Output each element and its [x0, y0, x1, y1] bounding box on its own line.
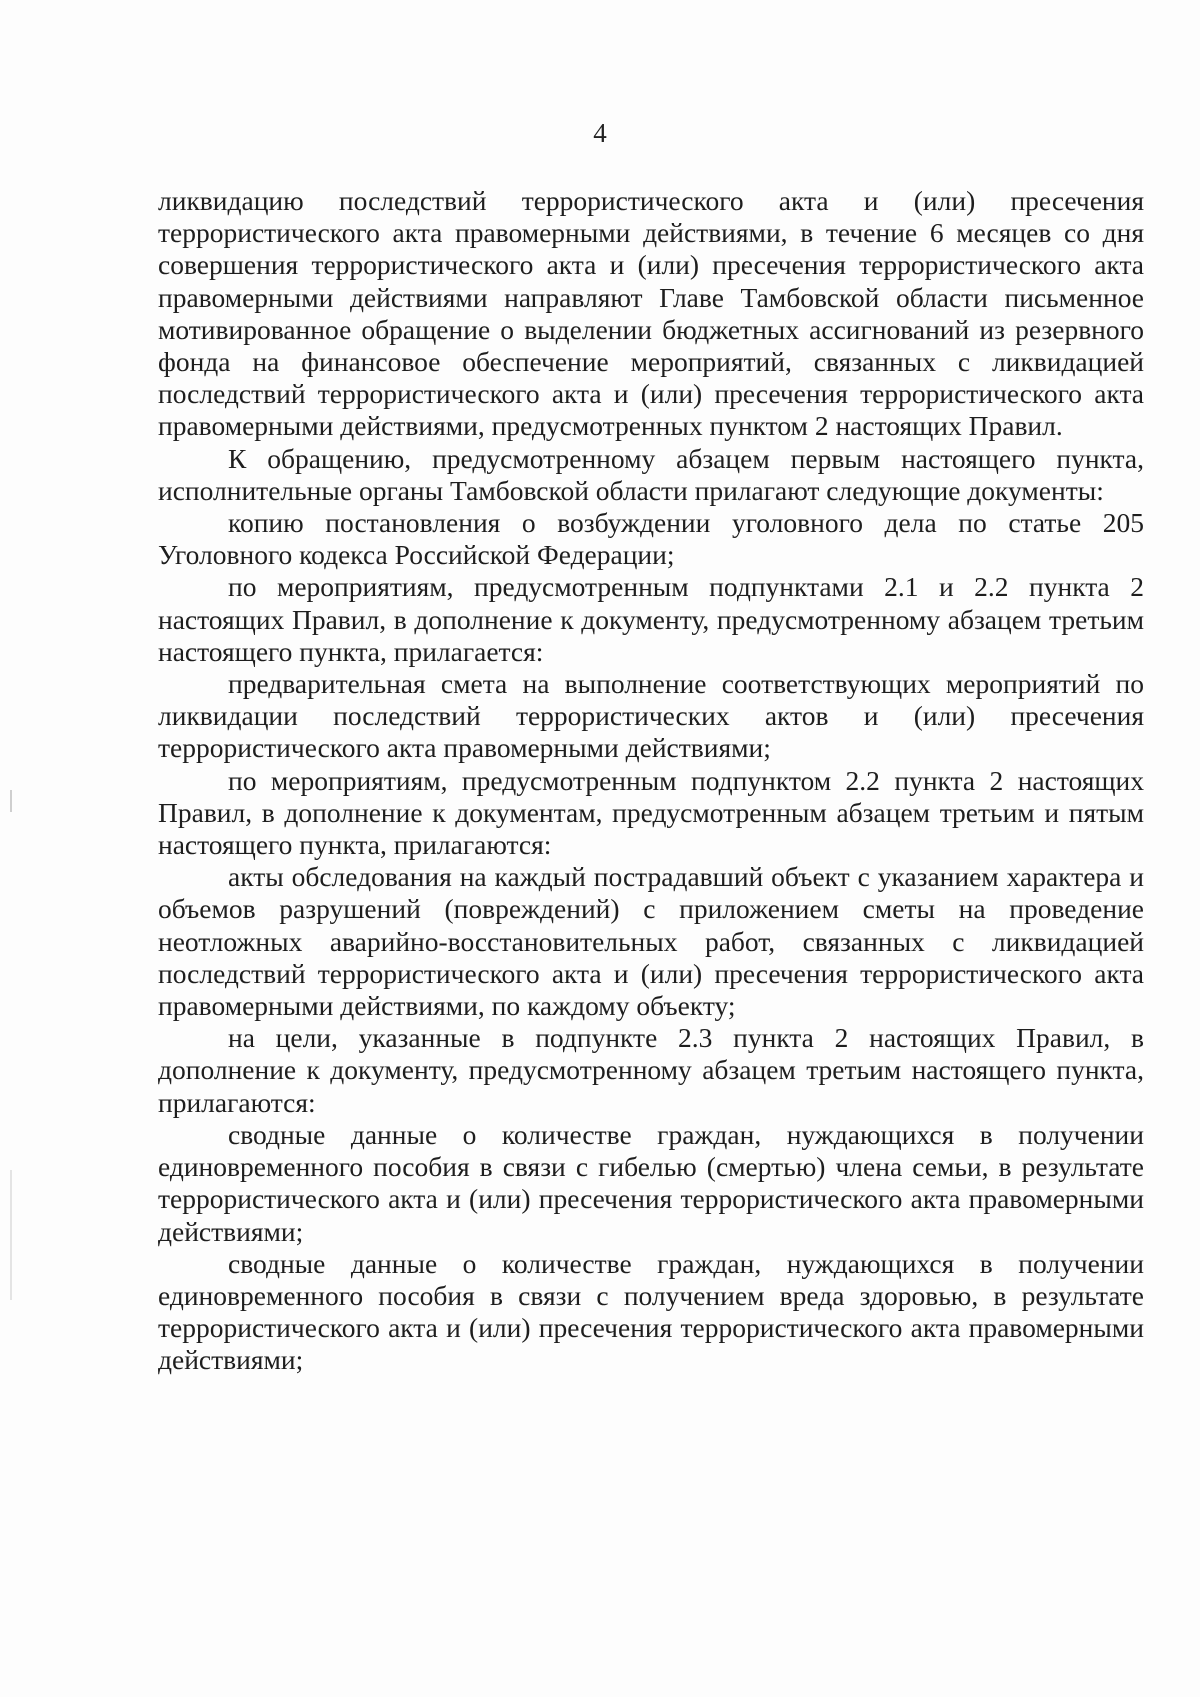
paragraph: К обращению, предусмотренному абзацем первым настоящего пункта, исполнительные органы Тамбовской области прилагают следующие документы: [158, 442, 1144, 506]
paragraph: копию постановления о возбуждении уголовного дела по статье 205 Уголовного кодекса Российской Федерации; [158, 507, 1144, 571]
paragraph: сводные данные о количестве граждан, нуждающихся в получении единовременного пособия в связи с гибелью (смертью) члена семьи, в результате террористического акта и (или) пресечения террористического акта правомерными действиями; [158, 1118, 1144, 1247]
document-body [158, 185, 1144, 1377]
paragraph: ликвидацию последствий террористического акта и (или) пресечения террористического акта правомерными действиями, в течение 6 месяцев со дня совершения террористического акта и (или) пресечения террористического акта правомерными действиями направляют Главе Тамбовской области письменное мотивированное обращение о выделении бюджетных ассигнований из резервного фонда на финансовое обеспечение мероприятий, связанных с ликвидацией последствий террористического акта и (или) пресечения террористического акта правомерными действиями, предусмотренных пунктом 2 настоящих Правил. [158, 185, 1144, 442]
page-number: 4 [593, 118, 607, 148]
scan-edge-mark [10, 790, 12, 812]
paragraph: сводные данные о количестве граждан, нуждающихся в получении единовременного пособия в связи с получением вреда здоровью, в результате террористического акта и (или) пресечения террористического акта правомерными действиями; [158, 1247, 1144, 1376]
paragraph: по мероприятиям, предусмотренным подпунктами 2.1 и 2.2 пункта 2 настоящих Правил, в дополнение к документу, предусмотренному абзацем третьим настоящего пункта, прилагается: [158, 571, 1144, 667]
paragraph: акты обследования на каждый пострадавший объект с указанием характера и объемов разрушений (повреждений) с приложением сметы на проведение неотложных аварийно-восстановительных работ, связанных с ликвидацией последствий террористического акта и (или) пресечения террористического акта правомерными действиями, по каждому объекту; [158, 861, 1144, 1022]
paragraph: на цели, указанные в подпункте 2.3 пункта 2 настоящих Правил, в дополнение к документу, предусмотренному абзацем третьим настоящего пункта, прилагаются: [158, 1022, 1144, 1118]
paragraph: по мероприятиям, предусмотренным подпунктом 2.2 пункта 2 настоящих Правил, в дополнение к документам, предусмотренным абзацем третьим и пятым настоящего пункта, прилагаются: [158, 764, 1144, 861]
scan-edge-mark [10, 1170, 12, 1300]
paragraph: предварительная смета на выполнение соответствующих мероприятий по ликвидации последствий террористических актов и (или) пресечения террористического акта правомерными действиями; [158, 668, 1144, 764]
